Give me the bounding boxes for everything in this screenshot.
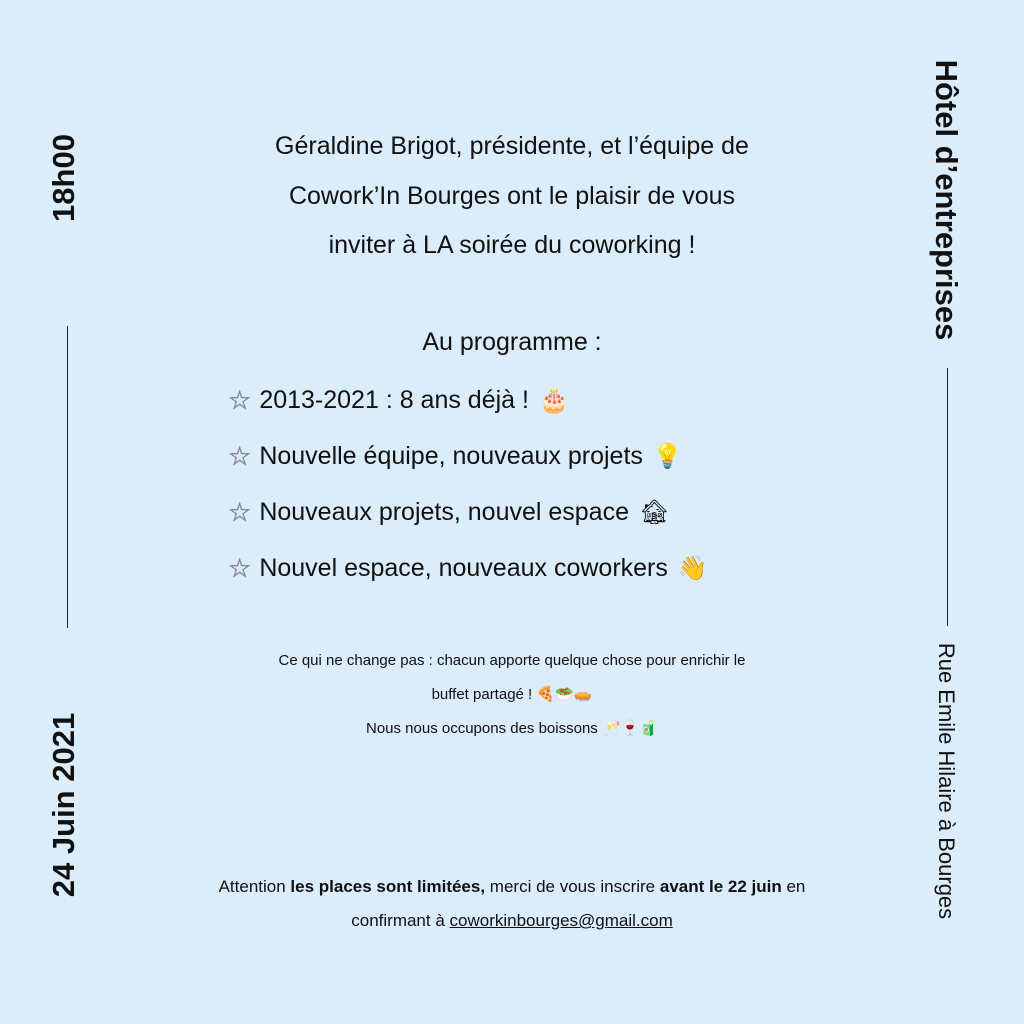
intro-line-2: Cowork’In Bourges ont le plaisir de vous	[288, 181, 736, 210]
program-item-text: 2013-2021 : 8 ans déjà !	[259, 385, 529, 414]
light-bulb-icon: 💡	[652, 442, 683, 470]
program-item-text: Nouveaux projets, nouvel espace	[259, 497, 629, 526]
program-item-text: Nouvelle équipe, nouveaux projets	[259, 441, 643, 470]
event-date: 24 Juin 2021	[46, 712, 81, 897]
event-address: Rue Emile Hilaire à Bourges	[934, 642, 959, 920]
program-item	[228, 372, 708, 428]
star-icon: ☆	[228, 552, 252, 583]
footer-line-2: confirmant à coworkinbourges@gmail.com	[351, 911, 673, 930]
registration-notice	[0, 870, 1024, 938]
note-line-1: Ce qui ne change pas : chacun apporte quelque chose pour enrichir le	[278, 652, 746, 669]
star-icon: ☆	[228, 440, 252, 471]
food-icons: 🍕🥗🥧	[536, 686, 593, 703]
program-list	[228, 372, 708, 596]
program-item	[228, 540, 708, 596]
program-item	[228, 428, 708, 484]
cake-icon: 🎂	[538, 386, 569, 414]
buffet-note	[0, 644, 1024, 746]
footer-line-1: Attention les places sont limitées, merci de vous inscrire avant le 22 juin en	[218, 877, 806, 896]
note-line-3: Nous nous occupons des boissons 🥂🍷🧃	[365, 720, 658, 737]
left-divider-line	[67, 326, 68, 628]
star-icon: ☆	[228, 384, 252, 415]
intro-line-3: inviter à LA soirée du coworking !	[328, 231, 696, 259]
star-icon: ☆	[228, 496, 252, 527]
intro-line-1: Géraldine Brigot, présidente, et l’équipe de	[275, 132, 749, 160]
waving-hand-icon: 👋	[677, 554, 708, 582]
event-time: 18h00	[46, 134, 81, 222]
drink-icons: 🥂🍷🧃	[601, 720, 658, 737]
event-venue: Hôtel d’entreprises	[929, 59, 964, 341]
right-divider-line	[947, 368, 948, 626]
intro-text	[0, 122, 1024, 271]
email-link[interactable]: coworkinbourges@gmail.com	[449, 911, 673, 930]
house-icon: 🏚	[639, 498, 670, 526]
program-item-text: Nouvel espace, nouveaux coworkers	[259, 553, 668, 582]
program-item	[228, 484, 708, 540]
note-line-2: buffet partagé ! 🍕🥗🥧	[431, 686, 593, 703]
program-title: Au programme :	[422, 328, 602, 356]
